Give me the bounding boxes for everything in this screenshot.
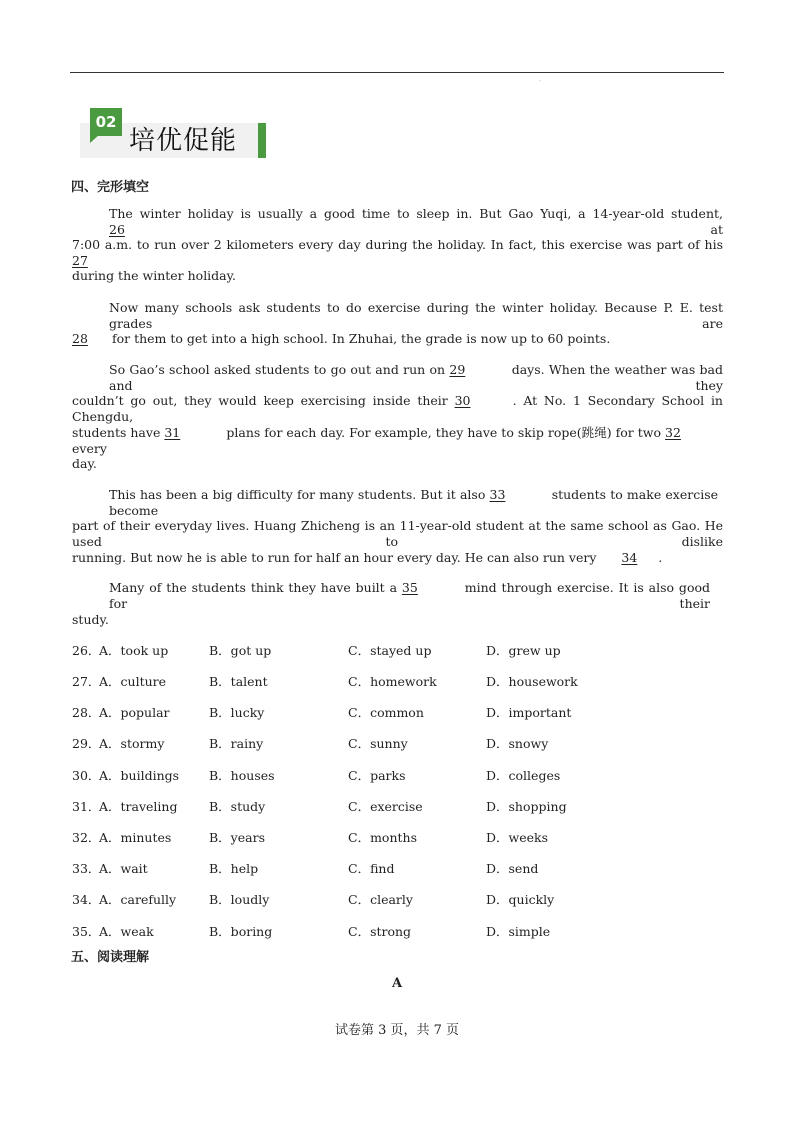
passage-line: This has been a big difficulty for many students. But it also 33 students to make exercise become [109,487,719,518]
option-d[interactable]: D．important [486,705,572,720]
option-b[interactable]: B．lucky [209,705,265,720]
passage-label: A [391,976,403,991]
option-row [72,674,723,690]
header-rule [70,72,724,73]
section-badge [80,106,266,158]
option-row [72,830,723,846]
option-c[interactable]: C．homework [348,674,437,689]
option-c[interactable]: C．strong [348,924,412,939]
passage-line: during the winter holiday. [72,268,237,283]
blank-27: 27 [72,253,88,268]
blank-35: 35 [401,580,418,595]
option-row [72,643,723,659]
question-number: 28． [72,705,101,720]
blank-28: 28 [72,331,88,346]
option-c[interactable]: C．months [348,830,417,845]
option-b[interactable]: B．talent [209,674,268,689]
option-a[interactable]: A．weak [99,924,154,939]
question-number: 35． [72,924,101,939]
passage-line: 28 for them to get into a high school. In Zhuhai, the grade is now up to 60 points. [72,331,611,346]
option-row [72,892,723,908]
question-number: 33． [72,861,101,876]
option-d[interactable]: D．shopping [486,799,567,814]
cloze-heading: 四、完形填空 [71,180,150,195]
passage-line: day. [72,456,97,471]
blank-34: 34 [621,550,638,565]
option-row [72,924,723,940]
passage-line: Now many schools ask students to do exercise during the winter holiday. Because P. E. test grades are [109,300,723,331]
option-a[interactable]: A．buildings [99,768,180,783]
option-c[interactable]: C．stayed up [348,643,432,658]
blank-26: 26 [109,222,125,237]
option-row [72,705,723,721]
option-row [72,799,723,815]
option-d[interactable]: D．grew up [486,643,561,658]
option-a[interactable]: A．popular [99,705,170,720]
option-d[interactable]: D．snowy [486,736,549,751]
reading-heading: 五、阅读理解 [71,950,150,965]
option-b[interactable]: B．rainy [209,736,264,751]
header-dot: · [539,78,541,85]
passage-line: study. [72,612,109,627]
section-title: 培优促能 [129,126,238,156]
option-c[interactable]: C．exercise [348,799,423,814]
option-d[interactable]: D．quickly [486,892,555,907]
option-c[interactable]: C．sunny [348,736,408,751]
question-number: 29． [72,736,101,751]
blank-33: 33 [489,487,506,502]
option-b[interactable]: B．years [209,830,265,845]
option-a[interactable]: A．traveling [99,799,178,814]
badge-tail-icon [90,135,99,143]
question-number: 26． [72,643,101,658]
option-a[interactable]: A．carefully [99,892,177,907]
passage-line: running. But now he is able to run for half an hour every day. He can also run very 34 . [72,550,663,565]
option-c[interactable]: C．common [348,705,424,720]
badge-number: 02 [90,108,122,136]
blank-31: 31 [164,425,181,440]
option-b[interactable]: B．houses [209,768,275,783]
option-c[interactable]: C．find [348,861,395,876]
option-d[interactable]: D．simple [486,924,551,939]
option-b[interactable]: B．loudly [209,892,270,907]
option-d[interactable]: D．weeks [486,830,549,845]
question-number: 32． [72,830,101,845]
option-d[interactable]: D．colleges [486,768,561,783]
option-c[interactable]: C．parks [348,768,406,783]
blank-29: 29 [449,362,466,377]
passage-line: students have 31 plans for each day. For example, they have to skip rope(跳绳) for two 32 every [72,425,723,457]
option-d[interactable]: D．housework [486,674,578,689]
option-row [72,768,723,784]
passage-line: So Gao’s school asked students to go out and run on 29 days. When the weather was bad and they [109,362,723,393]
option-a[interactable]: A．culture [99,674,167,689]
option-a[interactable]: A．minutes [99,830,172,845]
question-number: 34． [72,892,101,907]
passage-line: 7:00 a.m. to run over 2 kilometers every day during the holiday. In fact, this exercise was part of his 27 [72,237,723,268]
blank-30: 30 [454,393,471,408]
passage-line: part of their everyday lives. Huang Zhicheng is an 11-year-old student at the same school as Gao. He used to dislike [72,518,723,549]
badge-accent-bar [258,123,266,158]
option-a[interactable]: A．took up [99,643,169,658]
passage-line: couldn’t go out, they would keep exercising inside their 30 . At No. 1 Secondary School in Chengdu, [72,393,723,424]
option-c[interactable]: C．clearly [348,892,413,907]
option-b[interactable]: B．study [209,799,266,814]
question-number: 27． [72,674,101,689]
option-row [72,736,723,752]
blank-32: 32 [665,425,681,440]
option-b[interactable]: B．boring [209,924,273,939]
option-row [72,861,723,877]
question-number: 30． [72,768,101,783]
option-b[interactable]: B．got up [209,643,272,658]
page-footer: 试卷第 3 页，共 7 页 [334,1023,460,1038]
passage-line: Many of the students think they have built a 35 mind through exercise. It is also good for their [109,580,710,611]
option-a[interactable]: A．wait [99,861,148,876]
question-number: 31． [72,799,101,814]
option-b[interactable]: B．help [209,861,259,876]
passage-line: The winter holiday is usually a good time to sleep in. But Gao Yuqi, a 14-year-old student, 26 at [109,206,723,237]
option-a[interactable]: A．stormy [99,736,165,751]
option-d[interactable]: D．send [486,861,539,876]
